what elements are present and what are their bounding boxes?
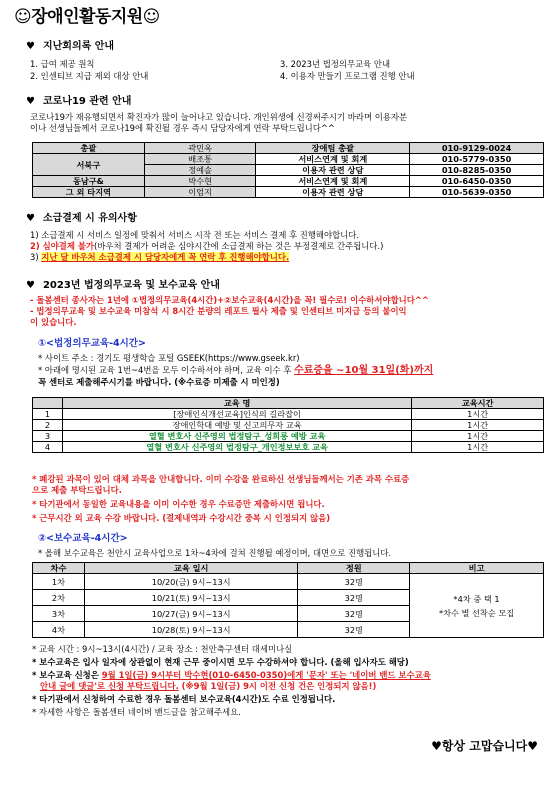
mandatory-note: * 아래에 명시된 교육 1번~4번을 모두 이수하셔야 하며, 교육 이수 후 수료증을 ~10월 31일(화)까지 [38, 365, 434, 377]
education-red-notes: - 돌봄센터 종사자는 1년에 ①법정의무교육(4시간)+②보수교육(4시간)을 꼭! 필수로! 이수하셔야합니다^^ - 법정의무교육 및 보수교육 미참석 시 8시간 분량의 레포트 필사 제출 및 인센티브 미지급 등의 불이익 이 있습니다. [30, 295, 429, 327]
settlement-text [30, 230, 542, 263]
refresher-block [38, 533, 550, 559]
table-row: 4 열혈 변호사 신주영의 법정탐구_개인정보보호 교육 1시간 [33, 442, 544, 453]
table-row: 서북구 배조통 서비스연계 및 회계 010-5779-0350 [33, 154, 544, 165]
heart-icon: ♥ [26, 213, 35, 224]
notice-heading: ♥ 지난회의록 안내 [26, 41, 115, 52]
notice-item: 4. 이용자 만들기 프로그램 진행 안내 [280, 70, 415, 81]
covid-line: 코로나19가 재유행되면서 확진자가 많이 늘어나고 있습니다. 개인위생에 신경써주시기 바라며 이용자분 [30, 112, 408, 122]
mandatory-warnings: * 폐강된 과목이 있어 대체 과목을 안내합니다. 이미 수강을 완료하신 선생님들께서는 기존 과목 수료증 으로 제출 부탁드립니다. * 타기관에서 동일한 교육내용을 이미 이수한 경우 수료증만 제출하시면 됩니다. * 근무시간 외 교육 수강 바랍니다. (결제내역과 수강시간 중복 시 인정되지 않음) [32, 474, 410, 523]
contact-table [32, 142, 544, 198]
table-row: 2 장애인학대 예방 및 신고의무자 교육 1시간 [33, 420, 544, 431]
table-row: 1 [장애인식개선교육]인식의 길라잡이 1시간 [33, 409, 544, 420]
mandatory-heading: ①<법정의무교육-4시간> [38, 338, 146, 349]
settlement-line: 1) 소급결제 시 서비스 일정에 맞춰서 서비스 시작 전 또는 서비스 결제 후 진행해야합니다. [30, 230, 360, 240]
refresher-table [32, 562, 544, 638]
refresher-heading: ②<보수교육-4시간> [38, 533, 128, 544]
mandatory-note: 꼭 센터로 제출해주시기를 바랍니다. (※수료증 미제출 시 미인정) [38, 377, 280, 388]
heart-icon: ♥ [26, 280, 35, 291]
table-row: 동남구& 박수현 서비스연계 및 회계 010-6450-0350 [33, 176, 544, 187]
heart-icon: ♥ [26, 41, 35, 52]
settlement-line: 3) 지난 달 바우처 소급결제 시 담당자에게 꼭 연락 후 진행해야합니다. [30, 251, 290, 262]
footer-thanks: ♥항상 고맙습니다♥ [431, 739, 538, 753]
table-row: 4차 10/28(토) 9시~13시 32명 [33, 622, 544, 638]
table-row: 3차 10/27(금) 9시~13시 32명 [33, 606, 544, 622]
table-header-row: 교육 명 교육시간 [33, 398, 544, 409]
site-link[interactable]: * 사이트 주소 : 경기도 평생학습 포털 GSEEK(https://www.gseek.kr) [38, 353, 300, 364]
table-row: 총괄 곽민옥 장애팀 총괄 010-9129-0024 [33, 143, 544, 154]
mandatory-table [32, 397, 544, 453]
covid-heading: ♥ 코로나19 관련 안내 [26, 96, 132, 107]
notice-item: 2. 인센티브 지급 제외 대상 안내 [30, 70, 149, 81]
refresher-intro: * 올해 보수교육은 천안시 교육사업으로 1차~4차에 걸쳐 진행될 예정이며, 대면으로 진행됩니다. [38, 548, 392, 559]
heart-icon: ♥ [26, 96, 35, 107]
settlement-line: 2) 심야결제 불가(바우처 결제가 어려운 심야시간에 소급결제 하는 것은 부정결제로 간주됩니다.) [30, 240, 384, 251]
education-heading: ♥ 2023년 법정의무교육 및 보수교육 안내 [26, 280, 220, 291]
covid-line: 이나 선생님들께서 코로나19에 확진될 경우 즉시 담당자에게 연락 부탁드립니다^^ [30, 122, 335, 133]
mandatory-block [38, 338, 550, 388]
covid-text [30, 112, 542, 134]
remark-cell: *4차 중 택 1 *차수 별 선착순 모집 [410, 574, 544, 638]
notice-item: 3. 2023년 법정의무교육 안내 [280, 59, 391, 69]
page-title: ☺장애인활동지원☺ [14, 7, 160, 27]
settlement-heading: ♥ 소급결제 시 유의사항 [26, 213, 137, 224]
notice-list [30, 59, 542, 82]
notice-item: 1. 급여 제공 원칙 [30, 59, 95, 69]
table-row: 1차 10/20(금) 9시~13시 32명 *4차 중 택 1 *차수 별 선착순 모집 [33, 574, 544, 590]
table-row: 그 외 타지역 이엄지 이용자 관련 상담 010-5639-0350 [33, 187, 544, 198]
refresher-notes: * 교육 시간 : 9시~13시(4시간) / 교육 장소 : 천안축구센터 대세미나실 * 보수교육은 입사 일자에 상관없이 현재 근무 중이시면 모두 수강하셔야 합니다. (올해 입사자도 해당) * 보수교육 신청은 9월 1일(금) 9시부터 박수현(010-6450-0350)에게 '문자' 또는 '네이버 밴드 보수교육 안내 글에 댓글'로 신청 부탁드립니다. (※9월 1일(금) 9시 이전 신청 건은 인정되지 않음!) * 타기관에서 신청하여 수료한 경우 돌봄센터 보수교육(4시간)도 수료 인정됩니다. * 자세한 사항은 돌봄센터 네이버 밴드글을 참고해주세요. [32, 644, 431, 717]
table-row: 2차 10/21(토) 9시~13시 32명 [33, 590, 544, 606]
table-row: 정예솔 이용자 관련 상담 010-8285-0350 [33, 165, 544, 176]
table-row: 3 열혈 변호사 신주영의 법정탐구_성희롱 예방 교육 1시간 [33, 431, 544, 442]
table-header-row: 차수 교육 일시 정원 비고 [33, 563, 544, 574]
